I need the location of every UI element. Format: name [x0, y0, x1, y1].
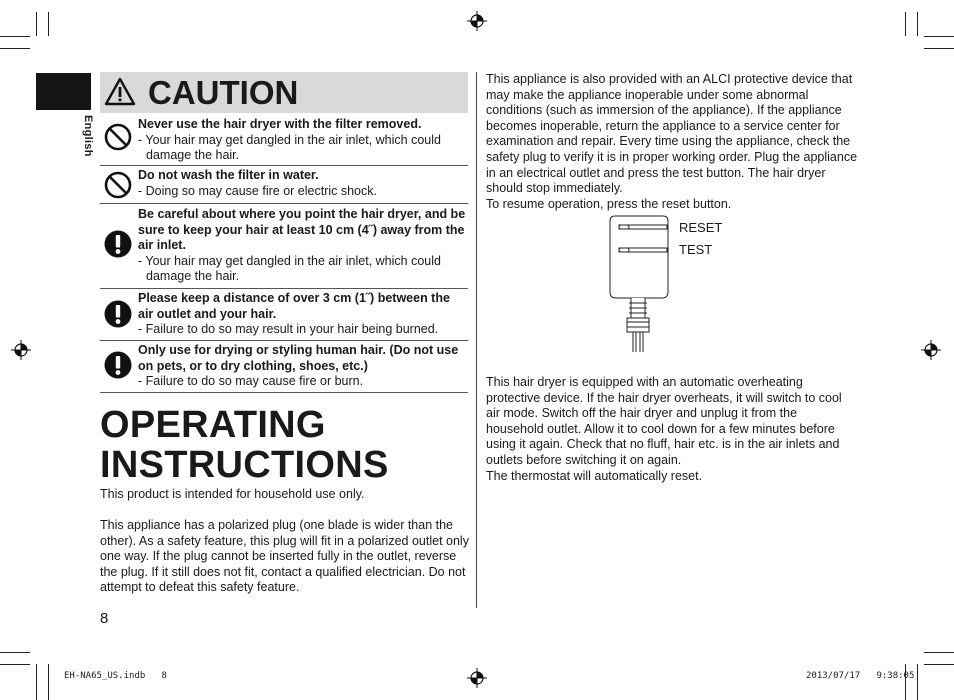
warning-triangle-icon: [104, 77, 136, 107]
caution-item: [100, 289, 468, 341]
overheat-paragraph: This hair dryer is equipped with an automatic overheating protective device. If the hair dryer overheats, it will switch to cool air mode. Switch off the hair dryer and unplug it from the household outlet. Allow it to cool down for a few minutes before using it again. Check that no fluff, hair etc. is in the air inlets and outlets before switching it on again. The thermostat will automatically reset.: [486, 375, 842, 483]
crop-mark: [917, 12, 918, 36]
crop-mark: [905, 12, 906, 36]
crop-mark: [924, 48, 954, 49]
caution-heading: Be careful about where you point the hair dryer, and be sure to keep your hair at least 10 cm (4˝) away from the air inlet.: [138, 207, 466, 253]
caution-item: [100, 341, 468, 393]
crop-mark: [36, 12, 37, 36]
crop-mark: [0, 652, 30, 653]
crop-mark: [0, 36, 30, 37]
prohibition-icon: [104, 123, 132, 151]
column-divider: [476, 72, 477, 608]
crop-mark: [48, 664, 49, 700]
section-title: OPERATING INSTRUCTIONS: [100, 404, 389, 486]
caution-detail: - Your hair may get dangled in the air inlet, which could damage the hair.: [138, 253, 441, 284]
crop-mark: [924, 36, 954, 37]
caution-detail: - Failure to do so may result in your hair being burned.: [138, 322, 439, 337]
footer-timestamp: 2013/07/17 9:38:05: [806, 671, 915, 681]
exclamation-icon: [104, 351, 132, 379]
plug-paragraph: This appliance has a polarized plug (one blade is wider than the other). As a safety feature, this plug will fit in a polarized outlet only one way. If the plug cannot be inserted fully in the outlet, reverse the plug. If it still does not fit, contact a qualified electrician. Do not attempt to defeat this safety feature.: [100, 518, 469, 595]
caution-item: [100, 166, 468, 204]
caution-item: [100, 115, 468, 166]
registration-mark-icon: [11, 340, 31, 360]
reset-label: RESET: [679, 220, 723, 235]
caution-heading: Please keep a distance of over 3 cm (1˝) between the air outlet and your hair.: [138, 291, 450, 321]
language-label: English: [82, 115, 94, 157]
footer-file: EH-NA65_US.indb 8: [64, 671, 167, 681]
crop-mark: [0, 664, 30, 665]
caution-heading: Never use the hair dryer with the filter removed.: [138, 117, 422, 131]
caution-detail: - Your hair may get dangled in the air inlet, which could damage the hair.: [138, 132, 441, 163]
alci-paragraph: This appliance is also provided with an ALCI protective device that may make the appliance inoperable under some abnormal conditions (such as immersion of the appliance). If the appliance becomes inoperable, return the appliance to a service center for examination and repair. Every time using the appliance, check the safety plug to verify it is in proper working order. Plug the appliance in an electrical outlet and press the test button. The hair dryer should stop immediately. To resume operation, press the reset button.: [486, 72, 858, 211]
registration-mark-icon: [467, 11, 487, 31]
caution-title: CAUTION: [148, 74, 299, 111]
crop-mark: [917, 664, 918, 700]
safety-plug-diagram: [605, 214, 675, 356]
crop-mark: [905, 664, 906, 700]
caution-detail: - Failure to do so may cause fire or burn.: [138, 374, 364, 389]
crop-mark: [36, 664, 37, 700]
section-tab: [36, 73, 91, 110]
test-label: TEST: [679, 242, 713, 257]
exclamation-icon: [104, 300, 132, 328]
registration-mark-icon: [921, 340, 941, 360]
crop-mark: [924, 664, 954, 665]
page-number: 8: [100, 610, 109, 627]
caution-heading: Only use for drying or styling human hair. (Do not use on pets, or to dry clothing, shoes, etc.): [138, 343, 459, 373]
intro-paragraph: This product is intended for household use only.: [100, 487, 365, 501]
registration-mark-icon: [467, 668, 487, 688]
prohibition-icon: [104, 171, 132, 199]
exclamation-icon: [104, 230, 132, 258]
crop-mark: [924, 652, 954, 653]
crop-mark: [48, 12, 49, 36]
caution-heading: Do not wash the filter in water.: [138, 168, 319, 182]
crop-mark: [0, 48, 30, 49]
caution-item: [100, 204, 468, 289]
caution-detail: - Doing so may cause fire or electric shock.: [138, 183, 377, 198]
